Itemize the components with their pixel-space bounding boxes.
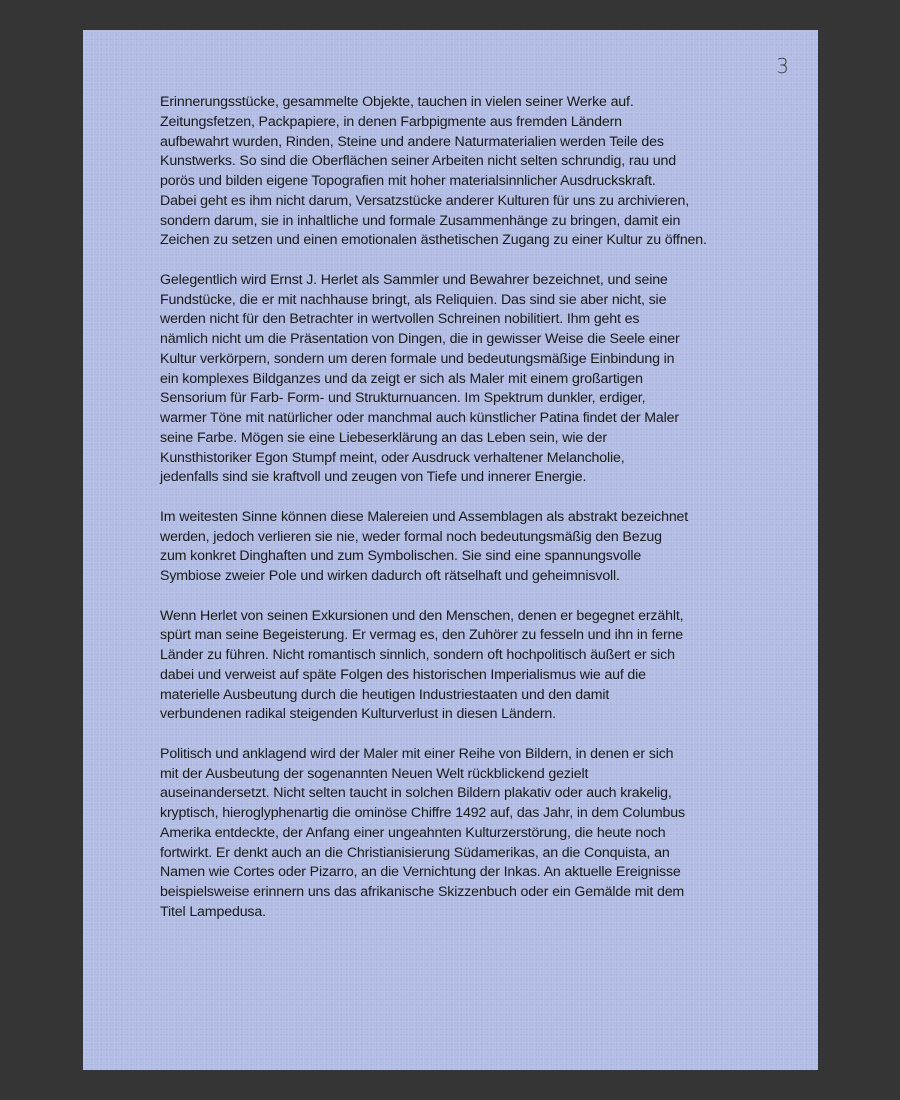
paragraph-4 [160,607,770,726]
text-line: materielle Ausbeutung durch die heutigen Industriestaaten und den damit [160,686,610,703]
text-line: aufbewahrt wurden, Rinden, Steine und andere Naturmaterialien werden Teile des [160,133,664,150]
text-line: Fundstücke, die er mit nachhause bringt, als Reliquien. Das sind sie aber nicht, sie [160,291,667,308]
text-line: zum konkret Dinghaften und zum Symbolischen. Sie sind eine spannungsvolle [160,548,642,565]
text-line: Politisch und anklagend wird der Maler mit einer Reihe von Bildern, in denen er sich [160,745,674,762]
paragraph-1 [160,93,770,251]
text-line: Titel Lampedusa. [160,903,266,920]
document-page [83,30,818,1070]
text-line: warmer Töne mit natürlicher oder manchmal auch künstlicher Patina findet der Maler [160,410,679,426]
text-line: sondern darum, sie in inhaltliche und formale Zusammenhänge zu bringen, damit ein [160,212,681,229]
text-line: Zeichen zu setzen und einen emotionalen ästhetischen Zugang zu einer Kultur zu öffnen. [160,232,707,249]
text-line: dabei und verweist auf späte Folgen des historischen Imperialismus wie auf die [160,666,646,683]
text-line: porös und bilden eigene Topografien mit hoher materialsinnlicher Ausdruckskraft. [160,173,656,189]
text-line: mit der Ausbeutung der sogenannten Neuen Welt rückblickend gezielt [160,765,589,782]
paragraph-5 [160,745,770,923]
text-line: Kunstwerks. So sind die Oberflächen seiner Arbeiten nicht selten schrundig, rau und [160,153,676,170]
text-line: auseinandersetzt. Nicht selten taucht in solchen Bildern plakativ oder auch krakelig, [160,785,672,802]
text-line: spürt man seine Begeisterung. Er vermag es, den Zuhörer zu fesseln und ihn in ferne [160,627,684,644]
text-line: Kultur verkörpern, sondern um deren formale und bedeutungsmäßige Einbindung in [160,350,675,367]
text-line: beispielsweise erinnern uns das afrikanische Skizzenbuch oder ein Gemälde mit dem [160,884,685,900]
text-line: Dabei geht es ihm nicht darum, Versatzstücke anderer Kulturen für uns zu archivieren, [160,192,690,209]
text-line: Erinnerungsstücke, gesammelte Objekte, tauchen in vielen seiner Werke auf. [160,94,634,110]
text-line: verbundenen radikal steigenden Kulturverlust in diesen Ländern. [160,706,556,723]
text-line: fortwirkt. Er denkt auch an die Christianisierung Südamerikas, an die Conquista, an [160,844,670,861]
paragraph-2 [160,271,770,488]
text-line: Kunsthistoriker Egon Stumpf meint, oder Ausdruck verhaltener Melancholie, [160,449,625,466]
text-line: werden, jedoch verlieren sie nie, weder formal noch bedeutungsmäßig den Bezug [160,528,662,545]
text-line: werden nicht für den Betrachter in wertvollen Schreinen nobilitiert. Ihm geht es [160,311,640,328]
text-line: Namen wie Cortes oder Pizarro, an die Vernichtung der Inkas. An aktuelle Ereignisse [160,864,681,881]
text-line: nämlich nicht um die Präsentation von Dingen, die in gewisser Weise die Seele einer [160,331,680,347]
page-number: 3 [776,54,789,78]
text-line: ein komplexes Bildganzes und da zeigt er sich als Maler mit einem großartigen [160,370,643,387]
paragraph-3 [160,508,770,587]
text-line: kryptisch, hieroglyphenartig die ominöse Chiffre 1492 auf, das Jahr, in dem Columbus [160,805,685,821]
text-line: seine Farbe. Mögen sie eine Liebeserklärung an das Leben sein, wie der [160,429,607,446]
text-line: Sensorium für Farb- Form- und Strukturnuancen. Im Spektrum dunkler, erdiger, [160,390,646,407]
text-line: Amerika entdeckte, der Anfang einer ungeahnten Kulturzerstörung, die heute noch [160,824,666,841]
text-line: Im weitesten Sinne können diese Malereien und Assemblagen als abstrakt bezeichnet [160,508,689,525]
text-line: Zeitungsfetzen, Packpapiere, in denen Farbpigmente aus fremden Ländern [160,113,622,130]
text-line: jedenfalls sind sie kraftvoll und zeugen von Tiefe und innerer Energie. [160,469,587,486]
text-line: Gelegentlich wird Ernst J. Herlet als Sammler und Bewahrer bezeichnet, und seine [160,271,668,288]
text-line: Symbiose zweier Pole und wirken dadurch oft rätselhaft und geheimnisvoll. [160,568,620,584]
text-line: Länder zu führen. Nicht romantisch sinnlich, sondern oft hochpolitisch äußert er sich [160,647,675,663]
text-line: Wenn Herlet von seinen Exkursionen und den Menschen, denen er begegnet erzählt, [160,607,684,624]
text-body [160,93,770,942]
